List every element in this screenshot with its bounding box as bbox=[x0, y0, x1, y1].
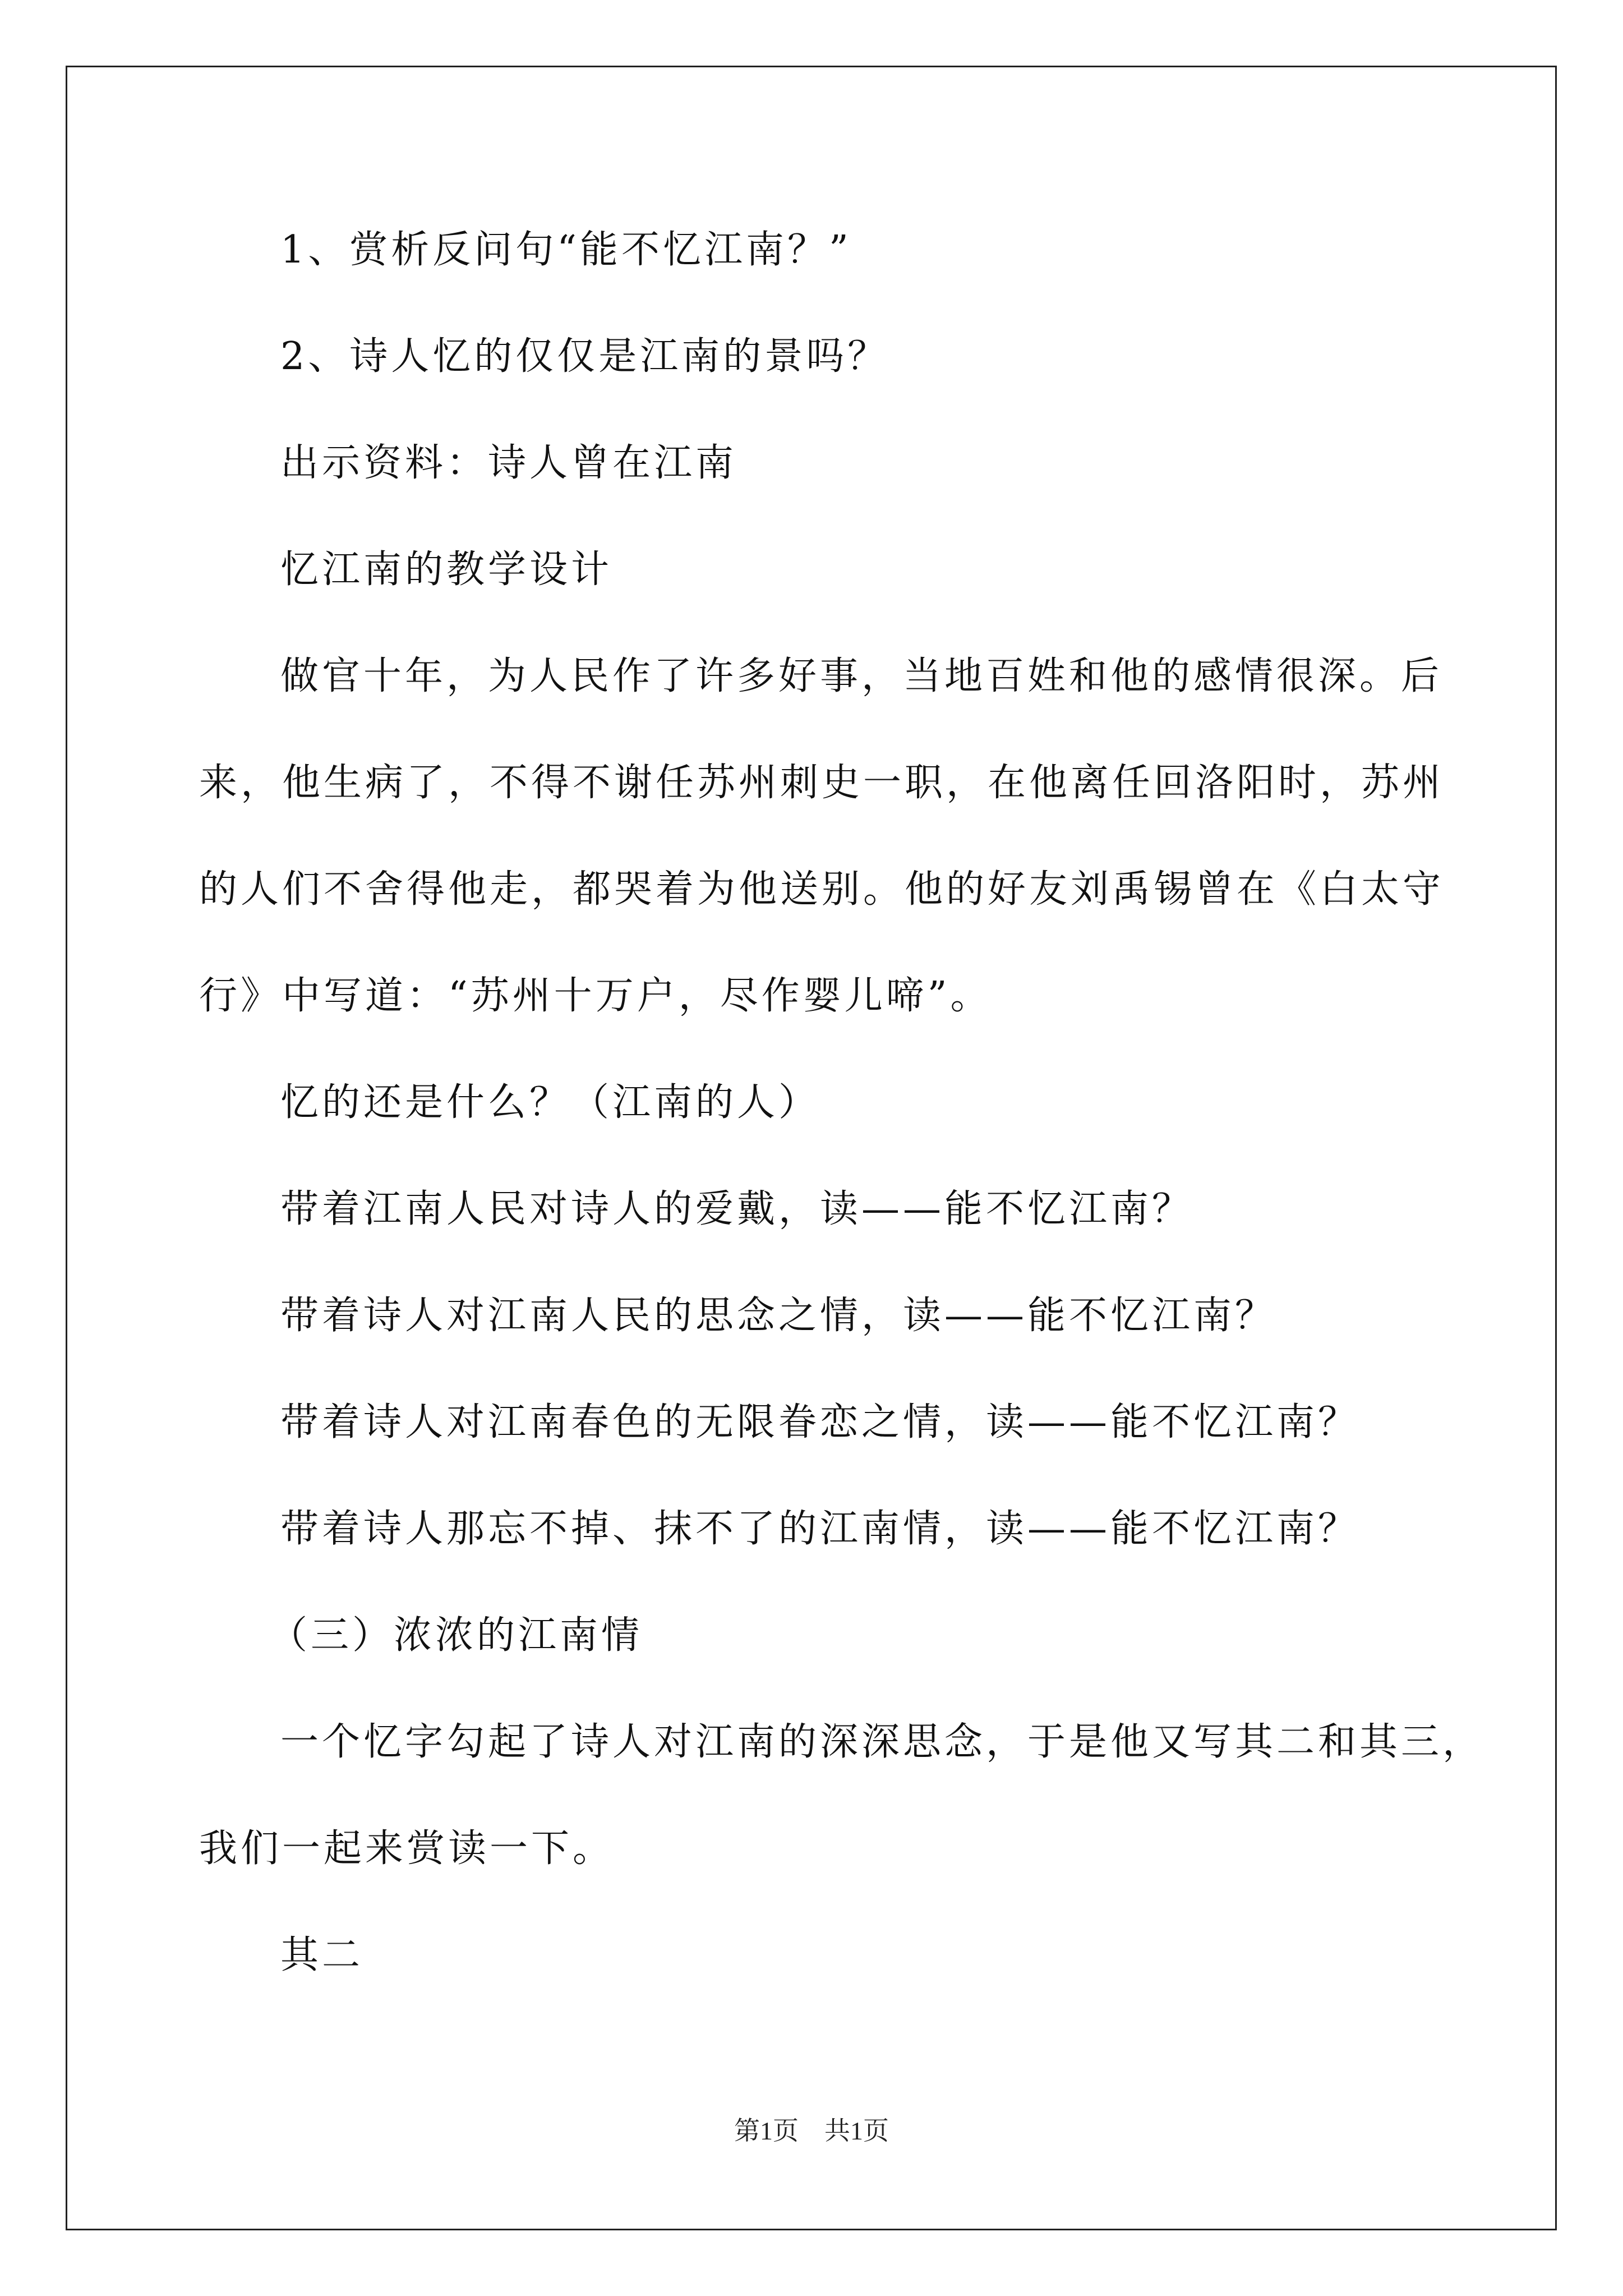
text-line: 带着诗人那忘不掉、抹不了的江南情，读——能不忆江南？ bbox=[280, 1507, 1360, 1551]
text-line: 出示资料：诗人曾在江南 bbox=[280, 441, 737, 485]
section-heading: （三）浓浓的江南情 bbox=[269, 1613, 643, 1658]
text-line: 其二 bbox=[280, 1933, 364, 1977]
text-line: 来，他生病了，不得不谢任苏州刺史一职，在他离任回洛阳时，苏州 bbox=[199, 761, 1445, 805]
text-line: 2、诗人忆的仅仅是江南的景吗？ bbox=[280, 334, 889, 379]
text-line: 行》中写道：“苏州十万户，尽作婴儿啼”。 bbox=[199, 974, 992, 1018]
text-line: 我们一起来赏读一下。 bbox=[199, 1826, 615, 1871]
text-line: 做官十年，为人民作了许多好事，当地百姓和他的感情很深。后 bbox=[280, 654, 1443, 698]
text-line: 带着诗人对江南人民的思念之情，读——能不忆江南？ bbox=[280, 1294, 1277, 1338]
text-line: 带着江南人民对诗人的爱戴，读——能不忆江南？ bbox=[280, 1187, 1194, 1231]
text-line: 忆的还是什么？（江南的人） bbox=[280, 1080, 820, 1125]
text-line: 的人们不舍得他走，都哭着为他送别。他的好友刘禹锡曾在《白太守 bbox=[199, 867, 1445, 912]
page-border bbox=[66, 66, 1557, 2230]
text-line: 1、赏析反问句“能不忆江南？” bbox=[280, 228, 852, 272]
text-line: 带着诗人对江南春色的无限眷恋之情，读——能不忆江南？ bbox=[280, 1400, 1360, 1444]
text-line: 一个忆字勾起了诗人对江南的深深思念，于是他又写其二和其三， bbox=[280, 1720, 1484, 1764]
text-line: 忆江南的教学设计 bbox=[280, 547, 613, 592]
page-footer: 第1页 共1页 bbox=[734, 2116, 889, 2145]
